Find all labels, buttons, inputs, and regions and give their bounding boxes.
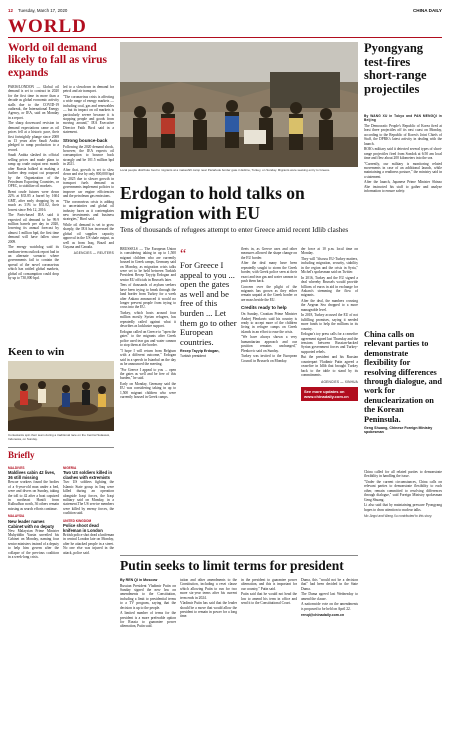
erdogan-col-2 (241, 247, 297, 364)
oil-para: PARIS/LONDON — Global oil demand is set to contract in 2020 for the first time in more than a decade as global economic activity stalls due to the COVID-19 outbreak, the International Energy Agency, or IEA, said on Monday in a report. (8, 85, 59, 120)
oil-para: Saudi Arabia slashed its official selling prices and made plans to ramp up crude output next month after Russia balked at making a further deep output cut proposed by the Organization of the Petroleum Exporting Countries, or OPEC, to stabilize oil markets. (8, 153, 59, 189)
putin-para: The Duma agreed last Wednesday to amend the clause. (301, 592, 358, 601)
brief-region: NIGERIA (63, 466, 77, 470)
erdogan-para: After the deal, the numbers crossing the Aegean Sea dropped to a more manageable level. (301, 299, 358, 312)
quote-author: Recep Tayyip Erdogan, (180, 349, 220, 354)
oil-para: led to a slowdown in demand for petrol and air transport. (63, 85, 114, 94)
oil-para: After that, growth is set to slow down and rise by only 800,000 bpd by 2025 due to slower growth in transport fuels demand as governments implement policies to improve car engine efficiencies and the petroleum gas emissions. (63, 167, 114, 199)
dprk-para: "Currently, our military is monitoring related movements in case of an additional launch, while maintaining a readiness posture," the ministry said in a statement. (364, 161, 442, 179)
erdogan-quote-box (180, 249, 238, 358)
dprk-para: The Democratic People's Republic of Korea fired at least three projectiles off its east coast on Monday, according to the Republic of Korea's Joint Chiefs of Staff, the DPRK's latest activity in dealing with the launch. (364, 124, 442, 146)
web-promo-text[interactable]: See more updates on www.chinadaily.com.cn (304, 388, 349, 399)
erdogan-para: Concern over the plight of the migrants has grown as they either remain unpaid at the Greek border or are mass beside the EU. (241, 284, 297, 302)
page-date: Tuesday, March 17, 2020 (18, 8, 68, 13)
erdogan-byline: AGENCIES — XINHUA (321, 379, 358, 384)
page-number: 12 (8, 8, 13, 13)
migrant-photo (120, 42, 358, 167)
erdogan-para: der force at 10 p.m. local time on Monday. (301, 247, 358, 256)
erdogan-quote: For Greece I appeal to you ... open the gates as well and be free of this burden ... Let them go to other European countries. (180, 260, 237, 347)
putin-email[interactable]: renqi@chinadaily.com.cn (301, 613, 345, 618)
dprk-para: After the launch, Japanese Prime Minister Shinzo Abe instructed his staff to gather and analyze information to ensure safety. (364, 180, 442, 194)
oil-para: "The coronavirus crisis is affecting a wide range of energy markets — including coal, gas and renewables — but its impact on oil markets is particularly severe because it is stopping people and goods from moving around," IEA Executive Director Fatih Birol said in a statement. (63, 95, 114, 135)
erdogan-subhead: Credits ready to help (241, 305, 287, 311)
dprk-pull-author: Geng Shuang, Chinese Foreign Ministry spokesman (364, 426, 433, 435)
brief-body: New Malaysian Prime Minister Muhyiddin Yassin unveiled his Cabinet on Monday, naming four senior ministers instead of a deputy to help him govern after the collapse of the previous coalition in a week-long crisis. (8, 528, 60, 560)
dprk-para: China called for all related parties to demonstrate flexibility in handling the issue. (364, 470, 442, 479)
erdogan-para: They will "discuss EU-Turkey matters, including migration, security, stability in the region and the crisis in Syria," Michel's spokesman said on Twitter. (301, 257, 358, 275)
page-header (8, 6, 442, 15)
putin-para: tation and other amendments to the Constitution, including a reset clause which allowing Putin to run for two more six-year terms after his current term ends in 2024. (180, 578, 237, 600)
brief-headline[interactable]: Two US soldiers killed in clashes with extremists (63, 470, 113, 481)
brief-headline[interactable]: New leader names Cabinet with no deputy (8, 518, 55, 529)
brief-body: Rescue workers found the bodies of a 6-year-old man under a bed, were and divers on Sunday, taking the toll to 42 after a boat capsized in northeast Hanifi from Kulhudhoo north, 36 others remain missing as search efforts continue. (8, 480, 59, 511)
brand-name: CHINA DAILY (412, 8, 442, 13)
putin-para: Duma, this "would not be a decision that" had been decided in the State Duma. (301, 578, 358, 591)
brief-body: British police shot dead a knifeman in central London late on Monday, after he attacked people in a street. No one else was injured in the attack, police said. (63, 533, 114, 555)
dprk-pull-text: China calls on relevant parties to demonstrate flexibility for resolving differences through dialogue, and work for denuclearization on the Korean Peninsula. (364, 330, 443, 424)
oil-para: Following the 2020 demand shock, however, the IEA expects oil consumption to bounce back strongly and be 101.5 million bpd in 2021. (63, 144, 114, 167)
erdogan-para: Erdogan called on Greece to "open the gates" to the migrants after Greek police used tear gas and water cannon to stop them at the border. (120, 329, 176, 348)
briefs-col-1 (8, 463, 59, 561)
putin-headline[interactable]: Putin seeks to limit terms for president (120, 558, 344, 573)
race-photo-image (8, 361, 114, 431)
putin-para: Russian President Vladimir Putin on Sunday signed the new law on amendments to the Constitution, including a limit to presidential terms to a TV program, saying that the decision is up to the people. (120, 583, 176, 610)
oil-col-1 (8, 85, 59, 282)
putin-col-1 (120, 578, 176, 630)
putin-rule (120, 555, 358, 556)
putin-byline: By REN QI in Moscow (120, 578, 158, 582)
oil-headline[interactable]: World oil demand likely to fall as virus expands (8, 42, 108, 79)
oil-para: Brent crude futures were down 22% at $33.85 a barrel by 1604 GMT, after early dropping by as much as 31% to $31.02, their lowest since Feb 12, 2016. (8, 189, 59, 212)
briefly-title: Briefly (8, 450, 35, 460)
dprk-article-2 (364, 470, 442, 519)
brief-region: MALAYSIA (8, 514, 25, 519)
brief-region: UNITED KINGDOM (63, 518, 92, 523)
oil-col-2 (63, 85, 114, 256)
brief-body: Two US soldiers fighting the Islamic State group in Iraq were killed during an operation alongside Iraqi forces, the Iraqi military said on Monday, in a statement.The US service members were killed by enemy forces, the coalition said. (63, 480, 114, 516)
erdogan-headline[interactable]: Erdogan to hold talks on migration with EU (120, 183, 305, 223)
briefs-col-2 (63, 463, 114, 556)
putin-para: in the president to guarantee power alternation, and this is important for our country," Putin said. (241, 578, 297, 591)
dprk-para: Li also said that by maintaining pressure Pyongyang hopes to draw attention to nuclear talks. (364, 503, 442, 512)
erdogan-para: fleets in, as Greece uses and other measures allowed the shape change on the EU border. (241, 247, 297, 260)
oil-para: The Paris-based IEA said it expected oil demand to be 99.9 million barrels per day in 2020, lowering its annual forecast by almost 1 million bpd, the first time demand will have fallen since 2009. (8, 213, 59, 244)
keen-caption: Contestants spin their team during a traditional race on the Central Sulawesi, Indonesia, on Sunday. (8, 433, 111, 441)
erdogan-para: BRUSSELS — The European Union is considering taking in up to 1,500 migrant children who are currently housed in Greek camps, Germany said on Monday, as migration crisis talks were set to be held between Turkish President Recep Tayyip Erdogan and senior EU officials in Brussels later. (120, 247, 176, 282)
erdogan-para: In 2018, Turkey accused the EU of not fulfilling promises, saying it needed more funds to help the millions in its country. (301, 313, 358, 331)
putin-para: A nationwide vote on the amendments is proposed to be held on April 22. (301, 602, 358, 611)
dprk-para: ROK's military said it detected several types of short-range projectiles fired from Sondok at 6:50 am local time and flew about 200 kilometers into the sea. (364, 147, 442, 161)
dprk-pull-quote (364, 330, 442, 435)
web-promo[interactable] (301, 387, 358, 401)
migrant-photo-image (120, 42, 358, 167)
erdogan-para: But the president and his Russian counterpart Vladimir Putin agreed a ceasefire in Idlib that brought Turkey back to the table to stand by its commitments. (301, 355, 358, 378)
putin-col-4 (301, 578, 358, 618)
oil-para: "The coronavirus crisis is adding to uncertainties and global oil industry faces as it contemplates new investments and business strategies," Birol said. (63, 199, 114, 222)
dprk-footnote: Mo Jingxi and Wang Xu contributed to this story. (364, 514, 433, 519)
oil-para: The sharp downward revision in demand expectations came as oil prices fell at a historic pace, their first fortnightly plunge since 2008 as 13 years after Saudi Arabia pledged to ramp production to a record. (8, 121, 59, 152)
erdogan-para: Erdogan's toy press calls for a ceasefire agreement signed last Thursday and the tensions between Russian-backed Syrian government forces and Turkey-supported rebels. (301, 332, 358, 354)
keen-photo (8, 361, 114, 431)
brief-headline[interactable]: Police shoot dead knifeman in London (63, 523, 103, 534)
oil-para: The energy watchdog said its medium-term outlook report had in an alternate scenario where governments fail to contain the spread of the novel coronavirus which has rattled global markets, global oil consumption could drop by up to 730,000 bpd. (8, 245, 59, 280)
erdogan-para: "For Greece I appeal to you ... open the gates as well and be free of this burden," he said. (120, 367, 176, 381)
erdogan-para: Early on Monday, Germany said the EU was considering taking in up to 1,500 migrant children who were currently housed in Greek camps. (120, 381, 176, 400)
section-title: WORLD (8, 16, 87, 37)
oil-byline: AGENCIES — REUTERS (73, 251, 114, 256)
quote-mark-icon: “ (180, 247, 187, 262)
erdogan-deck: Tens of thousands of refugees attempt to enter Greece amid recent Idlib clashes (120, 226, 349, 234)
migrant-caption: Local people distribute food to migrants at a makeshift camp near Pazarkule border gate in Edirne, Turkey, on Sunday. Migrants were seeking entry to Greece. (120, 168, 331, 172)
erdogan-para: "I hope I will return from Belgium with a different outcome," Erdogan said in a speech in Istanbul on the day as he announced the meeting. (120, 348, 176, 366)
putin-para: A limited number of terms for the president is a more preferable option for Russia to guarantee power alternation, Putin said. (120, 611, 176, 629)
erdogan-para: After the deal many have been repeatedly sought to storm the Greek border, with Greek police seen at their exact and tear gas and water cannon to push them back. (241, 261, 297, 284)
oil-para: While oil demand is set to grow sharply, the IEA has increased the global oil supplies capacity approval in the US shale output, as well as from Iraq, Brazil and Guyana and Canada. (63, 223, 114, 250)
putin-para: Putin said that he would not head the law to amend his term in office and send it to the Constitutional Court. (241, 592, 297, 606)
erdogan-col-3 (301, 247, 358, 401)
keen-title[interactable]: Keen to win (8, 346, 65, 358)
dprk-byline: By WANG XU in Tokyo and PAN MENGQI in Beijing (364, 114, 442, 123)
brief-rule (8, 447, 114, 448)
dprk-para: "Under the current circumstances, China calls on relevant parties to demonstrate flexibility to each other, remain committed to resolving differences through dialogue," said Foreign Ministry spokesman Geng Shuang. (364, 480, 442, 502)
erdogan-para: In 2016, Turkey and the EU signed a deal whereby Brussels would provide billions of euros in aid in exchange for Ankara's stemming the flow of migrants. (301, 275, 358, 298)
section-header (8, 16, 442, 38)
erdogan-col-1 (120, 247, 176, 401)
oil-subhead: Strong bounce-back (63, 137, 108, 143)
oil-article[interactable] (8, 42, 114, 83)
erdogan-para: Turkey was invited to the European Council in Brussels on Monday. (241, 354, 297, 363)
dprk-article (364, 112, 442, 195)
putin-col-3 (241, 578, 297, 607)
erdogan-para: "We have always shown a very humanitarian approach and our position remains unchanged," Plenkovic said on Sunday. (241, 335, 297, 353)
brief-headline[interactable]: Maldives cabin 42 lives, 36 still missing (8, 470, 56, 481)
erdogan-para: Tens of thousands of asylum seekers have been trying to break through the land border from Turkey for a week after Ankara announced it would no longer prevent people from trying to cross into the EU. (120, 283, 176, 310)
putin-para: Vladimir Putin has said that the leader should be a move that would allow the president to remain in power for a long time. (180, 601, 237, 619)
erdogan-para: On Sunday, Croatian Prime Minister Andrej Plenkovic said his country is ready to accept more of the children living in refugee camps on Greek islands in an effort to ease the crisis. (241, 312, 297, 334)
brief-region: MALDIVES (8, 466, 25, 470)
erdogan-para: Turkey, which hosts around four million mostly Syrian refugees, has repeatedly railed against what it describes as lacklustre support. (120, 311, 176, 329)
putin-col-2 (180, 578, 237, 620)
dprk-headline[interactable]: Pyongyang test-fires short-range projectiles (364, 41, 427, 96)
quote-role: Turkish president (180, 353, 206, 358)
